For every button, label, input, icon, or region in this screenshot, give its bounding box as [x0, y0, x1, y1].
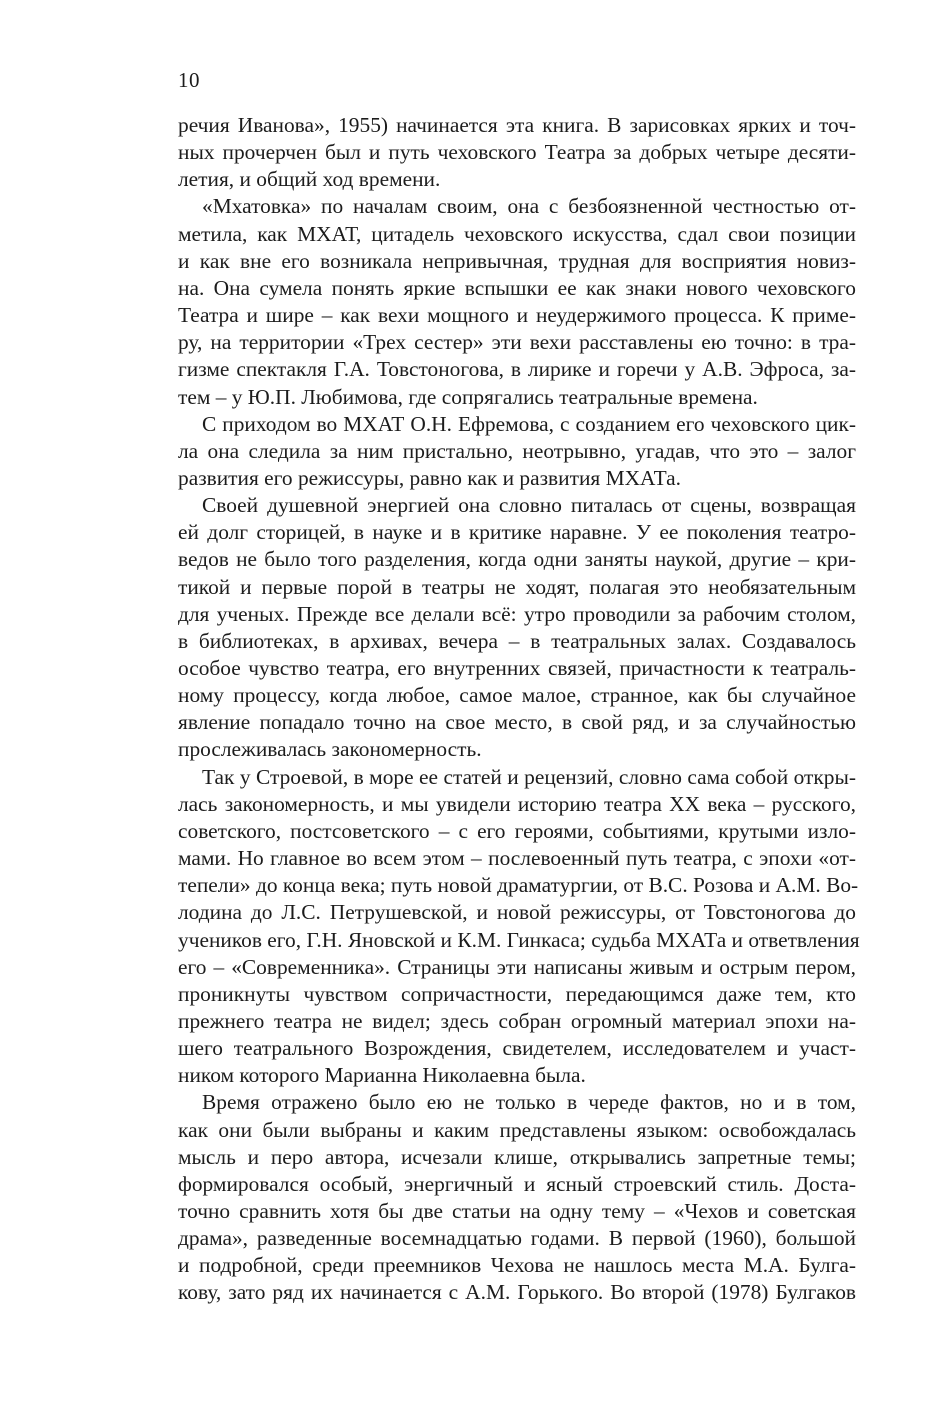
text-line: его – «Современника». Страницы эти написаны живым и острым пером, — [178, 954, 856, 979]
text-line: прослеживалась закономерность. — [178, 737, 482, 762]
text-line: «Мхатовка» по началам своим, она с безбоязненной честностью от- — [202, 194, 856, 219]
text-line: явление попадало точно на свое место, в свой ряд, и за случайностью — [178, 710, 856, 735]
text-line: особое чувство театра, его внутренних связей, причастности к театраль- — [178, 656, 856, 680]
text-line: лась закономерность, и мы увидели историю театра XX века – русского, — [178, 791, 856, 816]
text-line: проникнуты чувством сопричастности, передающимся даже тем, кто — [178, 981, 856, 1006]
text-line: тикой и первые порой в театры не ходят, полагая это необязательным — [178, 574, 856, 599]
text-line: и подробной, среди преемников Чехова не нашлось места М.А. Булга- — [178, 1253, 856, 1278]
text-line: С приходом во МХАТ О.Н. Ефремова, с созданием его чеховского цик- — [202, 411, 856, 436]
text-line: прежнего театра не видел; здесь собран огромный материал эпохи на- — [178, 1008, 856, 1033]
text-line: как они были выбраны и каким представлены языком: освобождалась — [178, 1117, 856, 1142]
text-line: на. Она сумела понять яркие вспышки ее как знаки нового чеховского — [178, 275, 856, 300]
text-line: мысль и перо автора, исчезали клише, открывались запретные темы; — [178, 1144, 856, 1169]
text-line: Время отражено было ею не только в череде фактов, но и в том, — [202, 1090, 856, 1115]
page-number: 10 — [178, 68, 200, 92]
text-line: ником которого Марианна Николаевна была. — [178, 1063, 586, 1088]
text-line: ей долг сторицей, в науке и в критике наравне. У ее поколения театро- — [178, 520, 856, 545]
text-line: лодина до Л.С. Петрушевской, и новой режиссуры, от Товстоногова до — [178, 900, 856, 925]
text-line: тепели» до конца века; путь новой драматургии, от В.С. Розова и А.М. Во- — [178, 873, 859, 898]
text-line: метила, как МХАТ, цитадель чеховского искусства, сдал свои позиции — [178, 221, 856, 246]
text-line: для ученых. Прежде все делали всё: утро проводили за рабочим столом, — [178, 601, 856, 626]
text-line: речия Иванова», 1955) начинается эта книга. В зарисовках ярких и точ- — [178, 113, 856, 137]
text-line: мами. Но главное во всем этом – послевоенный путь театра, с эпохи «от- — [178, 846, 856, 871]
text-line: летия, и общий ход времени. — [178, 167, 441, 192]
text-line: ному процессу, когда любое, самое малое, странное, как бы случайное — [178, 683, 856, 708]
text-line: ла она следила за ним пристально, неотрывно, угадав, что это – залог — [178, 438, 856, 463]
text-line: точно сравнить хотя бы две статьи на одну тему – «Чехов и советская — [178, 1199, 856, 1223]
text-line: гизме спектакля Г.А. Товстоногова, в лирике и горечи у А.В. Эфроса, за- — [178, 357, 856, 382]
text-line: Так у Строевой, в море ее статей и рецензий, словно сама собой откры- — [202, 764, 856, 789]
text-line: в библиотеках, в архивах, вечера – в театральных залах. Создавалось — [178, 628, 856, 653]
text-line: и как вне его возникала непривычная, трудная для восприятия новиз- — [178, 248, 856, 273]
text-line: советского, постсоветского – с его героями, событиями, крутыми изло- — [178, 818, 856, 843]
text-line: Своей душевной энергией она словно питалась от сцены, возвращая — [202, 493, 856, 518]
text-line: развития его режиссуры, равно как и развития МХАТа. — [178, 465, 681, 490]
text-line: ведов не было того разделения, когда одни заняты наукой, другие – кри- — [178, 547, 856, 572]
text-line: формировался особый, энергичный и ясный строевский стиль. Доста- — [178, 1171, 856, 1196]
text-line: кову, зато ряд их начинается с А.М. Горького. Во второй (1978) Булгаков — [178, 1280, 856, 1305]
text-line: ру, на территории «Трех сестер» эти вехи расставлены ею точно: в тра- — [178, 330, 856, 355]
text-line: шего театрального Возрождения, свидетелем, исследователем и участ- — [178, 1036, 856, 1061]
text-line: ных прочерчен был и путь чеховского Театра за добрых четыре десяти- — [178, 140, 856, 165]
text-line: учеников его, Г.Н. Яновской и К.М. Гинкаса; судьба МХАТа и ответвления — [178, 927, 860, 952]
text-line: драма», разведенные восемнадцатью годами. В первой (1960), большой — [178, 1226, 856, 1251]
text-line: Театра и шире – как вехи мощного и неудержимого процесса. К приме- — [178, 303, 856, 328]
text-line: тем – у Ю.П. Любимова, где сопрягались театральные времена. — [178, 384, 758, 409]
